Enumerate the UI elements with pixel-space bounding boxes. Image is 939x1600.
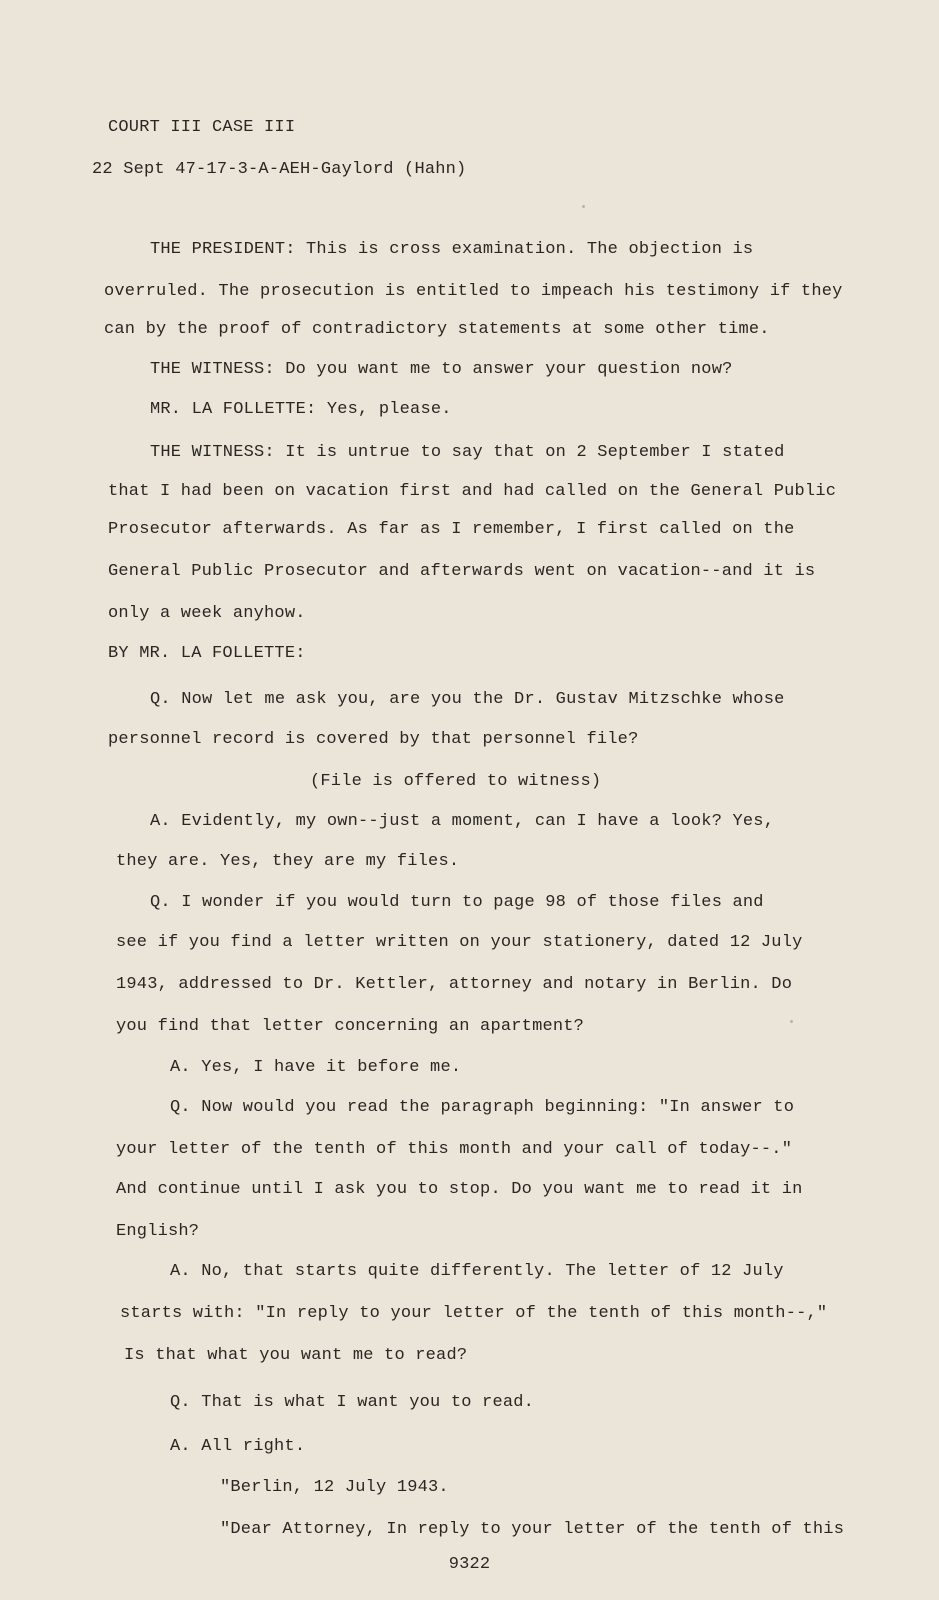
text-line: personnel record is covered by that personnel file? [108, 730, 639, 749]
text-line: starts with: "In reply to your letter of the tenth of this month--," [120, 1304, 828, 1323]
text-line: overruled. The prosecution is entitled to impeach his testimony if they [104, 282, 843, 301]
text-line: (File is offered to witness) [310, 772, 602, 791]
text-line: Prosecutor afterwards. As far as I remember, I first called on the [108, 520, 795, 539]
text-line: MR. LA FOLLETTE: Yes, please. [150, 400, 452, 419]
text-line: Q. Now would you read the paragraph beginning: "In answer to [170, 1098, 795, 1117]
text-line: THE PRESIDENT: This is cross examination. The objection is [150, 240, 754, 259]
court-heading: COURT III CASE III [108, 118, 296, 137]
text-line: that I had been on vacation first and had called on the General Public [108, 482, 837, 501]
text-line: Q. I wonder if you would turn to page 98 of those files and [150, 893, 764, 912]
paper-speck [790, 1020, 793, 1023]
text-line: your letter of the tenth of this month and your call of today--." [116, 1140, 793, 1159]
text-line: General Public Prosecutor and afterwards went on vacation--and it is [108, 562, 816, 581]
text-line: you find that letter concerning an apartment? [116, 1017, 585, 1036]
text-line: BY MR. LA FOLLETTE: [108, 644, 306, 663]
page-number: 9322 [448, 1555, 491, 1574]
text-line: THE WITNESS: It is untrue to say that on 2 September I stated [150, 443, 785, 462]
text-line: Is that what you want me to read? [124, 1346, 468, 1365]
text-line: Q. That is what I want you to read. [170, 1393, 535, 1412]
text-line: Q. Now let me ask you, are you the Dr. Gustav Mitzschke whose [150, 690, 785, 709]
text-line: A. All right. [170, 1437, 306, 1456]
text-line: English? [116, 1222, 200, 1241]
text-line: they are. Yes, they are my files. [116, 852, 460, 871]
text-line: THE WITNESS: Do you want me to answer your question now? [150, 360, 733, 379]
text-line: see if you find a letter written on your stationery, dated 12 July [116, 933, 803, 952]
text-line: only a week anyhow. [108, 604, 306, 623]
session-heading: 22 Sept 47-17-3-A-AEH-Gaylord (Hahn) [92, 160, 467, 179]
text-line: 1943, addressed to Dr. Kettler, attorney and notary in Berlin. Do [116, 975, 793, 994]
text-line: And continue until I ask you to stop. Do you want me to read it in [116, 1180, 803, 1199]
paper-speck [582, 205, 585, 208]
text-line: can by the proof of contradictory statements at some other time. [104, 320, 770, 339]
text-line: A. Evidently, my own--just a moment, can I have a look? Yes, [150, 812, 775, 831]
text-line: A. Yes, I have it before me. [170, 1058, 462, 1077]
text-line: "Berlin, 12 July 1943. [220, 1478, 449, 1497]
text-line: "Dear Attorney, In reply to your letter of the tenth of this [220, 1520, 845, 1539]
text-line: A. No, that starts quite differently. The letter of 12 July [170, 1262, 784, 1281]
